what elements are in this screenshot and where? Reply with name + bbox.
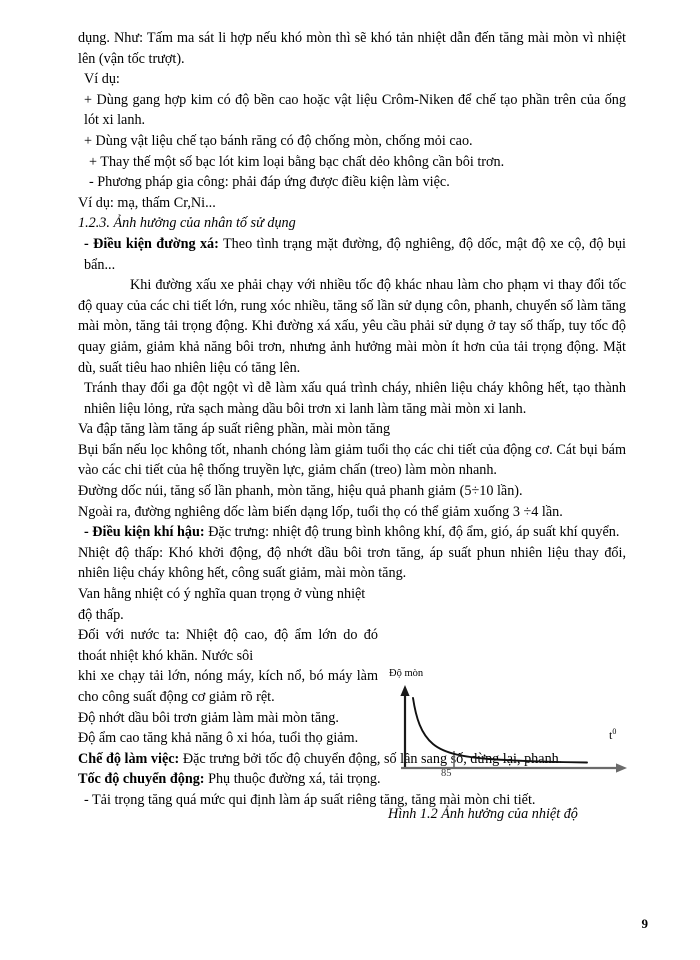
paragraph: Nhiệt độ thấp: Khó khởi động, độ nhớt dầu bôi trơn tăng, áp suất phun nhiên liệu thay đổi, nhiên liệu cháy không hết, công suất giảm, mài mòn tăng.: [78, 544, 626, 582]
paragraph: Đường dốc núi, tăng số lần phanh, mòn tăng, hiệu quả phanh giảm (5÷10 lần).: [78, 483, 523, 500]
chart-x-axis-label: $t^0$: [609, 727, 617, 742]
paragraph: Va đập tăng làm tăng áp suất riêng phần, mài mòn tăng: [78, 421, 391, 438]
paragraph: Tránh thay đổi ga đột ngột vì dễ làm xấu quá trình cháy, nhiên liệu cháy không hết, tạo thành nhiên liệu lỏng, rửa sạch màng dầu bôi trơn xi lanh làm tăng mài mòn xi lanh.: [84, 380, 626, 417]
chart-y-axis-label: Độ mòn: [389, 668, 424, 679]
paragraph: Ngoài ra, đường nghiêng dốc làm biến dạng lốp, tuổi thọ có thể giảm xuống 3 ÷4 lần.: [78, 503, 563, 520]
paragraph: Độ nhớt dầu bôi trơn giảm làm mài mòn tăng.: [78, 709, 339, 726]
paragraph: + Dùng gang hợp kim có độ bền cao hoặc vật liệu Crôm-Niken để chế tạo phần trên của ống lót xi lanh.: [84, 91, 626, 129]
paragraph-lead: - Điều kiện khí hậu:: [84, 524, 205, 541]
paragraph: + Dùng vật liệu chế tạo bánh răng có độ chống mòn, chống mỏi cao.: [84, 132, 473, 149]
paragraph: Đối với nước ta: Nhiệt độ cao, độ ẩm lớn do đó thoát nhiệt khó khăn. Nước sôi: [78, 627, 378, 664]
paragraph-text: Đặc trưng: nhiệt độ trung bình không khí, độ ẩm, gió, áp suất khí quyển.: [204, 524, 620, 541]
paragraph: khi xe chạy tải lớn, nóng máy, kích nổ, bó máy làm cho công suất động cơ giảm rõ rệt.: [78, 668, 378, 705]
chart-curve: [413, 698, 587, 763]
paragraph: - Phương pháp gia công: phải đáp ứng được điều kiện làm việc.: [89, 174, 450, 191]
chart-x-axis-arrow: [616, 763, 627, 772]
paragraph: Ví dụ: mạ, thấm Cr,Ni...: [78, 194, 216, 211]
paragraph: [78, 234, 626, 275]
figure-caption: Hình 1.2 Ảnh hưởng của nhiệt độ: [388, 806, 578, 822]
paragraph: [78, 522, 626, 543]
section-heading: 1.2.3. Ảnh hưởng của nhân tố sử dụng: [78, 215, 296, 232]
paragraph: Bụi bẩn nếu lọc không tốt, nhanh chóng làm giảm tuổi thọ các chi tiết của động cơ. Cát bụi bám vào các chi tiết của hệ thống truyền lực, giảm chấn (treo) làm mòn nhanh.: [78, 441, 626, 479]
paragraph-text: Theo tình trạng mặt đường, độ nghiêng, độ dốc, mật độ xe cộ, độ bụi bẩn...: [84, 235, 626, 273]
paragraph: - Tải trọng tăng quá mức qui định làm áp suất riêng tăng, tăng mài mòn chi tiết.: [84, 791, 536, 808]
paragraph-lead: - Điều kiện đường xá:: [84, 235, 219, 252]
chart-x-tick-label: 85: [441, 768, 452, 779]
paragraph-text: Đặc trưng bởi tốc độ chuyển động, số lần sang số, dừng lại, phanh.: [179, 750, 563, 767]
paragraph: Khi đường xấu xe phải chạy với nhiều tốc độ khác nhau làm cho phạm vi thay đổi tốc độ quay của các chi tiết lớn, rung xóc nhiều, tăng số lần sử dụng côn, phanh, chuyển số làm tăng mài mòn, tăng tải trọng động. Khi đường xá xấu, yêu cầu phải sử dụng ở tay số thấp, tuy tốc độ quay giảm, giảm khả năng bôi trơn, nhưng ảnh hưởng mài mòn ít hơn của tải trọng động. Mặt dù, suất tiêu hao nhiên liệu có tăng lên.: [78, 277, 626, 376]
figure-1-2: [383, 668, 643, 790]
paragraph: Van hằng nhiệt có ý nghĩa quan trọng ở vùng nhiệt độ thấp.: [78, 586, 366, 623]
chart-y-axis-arrow: [400, 685, 409, 696]
paragraph-text: Phụ thuộc đường xá, tải trọng.: [204, 771, 381, 788]
paragraph: Độ ẩm cao tăng khả năng ô xi hóa, tuổi thọ giảm.: [78, 730, 359, 747]
paragraph: Ví dụ:: [84, 71, 120, 88]
paragraph: + Thay thế một số bạc lót kim loại bằng bạc chất dẻo không cần bôi trơn.: [89, 153, 505, 170]
chart-canvas: [383, 672, 643, 790]
paragraph: dụng. Như: Tấm ma sát li hợp nếu khó mòn thì sẽ khó tản nhiệt dẫn đến tăng mài mòn vì nhiệt lên (vận tốc trượt).: [78, 30, 626, 67]
paragraph-lead: Tốc độ chuyển động:: [78, 771, 205, 788]
paragraph-lead: Chế độ làm việc:: [78, 750, 180, 767]
page-number: 9: [641, 916, 648, 931]
